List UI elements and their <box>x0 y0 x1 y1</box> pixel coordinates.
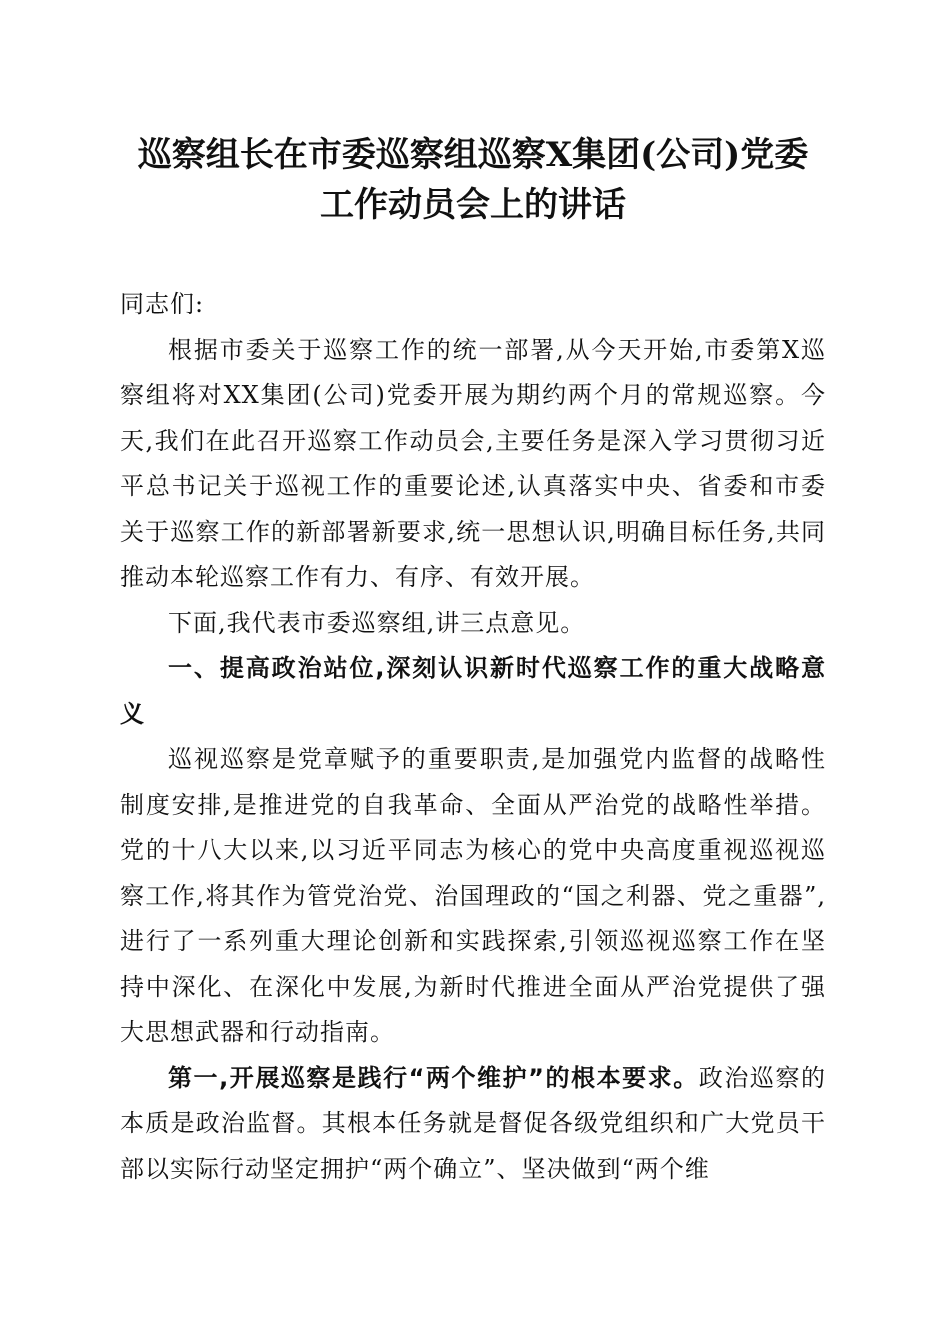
point-1-paragraph <box>120 1056 826 1193</box>
point-1-text: 政治巡察的本质是政治监督。其根本任务就是督促各级党组织和广大党员干部以实际行动坚定拥护“两个确立”、坚决做到“两个维 <box>120 1063 827 1183</box>
point-1-lead: 第一,开展巡察是践行“两个维护”的根本要求。 <box>168 1063 699 1092</box>
title-line-1: 巡察组长在市委巡察组巡察X集团(公司)党委 <box>137 135 809 175</box>
intro-paragraph: 根据市委关于巡察工作的统一部署,从今天开始,市委第X巡察组将对XX集团(公司)党委开展为期约两个月的常规巡察。今天,我们在此召开巡察工作动员会,主要任务是深入学习贯彻习近平总书记关于巡视工作的重要论述,认真落实中央、省委和市委关于巡察工作的新部署新要求,统一思想认识,明确目标任务,共同推动本轮巡察工作有力、有序、有效开展。 <box>120 335 826 591</box>
section-1-paragraph: 巡视巡察是党章赋予的重要职责,是加强党内监督的战略性制度安排,是推进党的自我革命、全面从严治党的战略性举措。党的十八大以来,以习近平同志为核心的党中央高度重视巡视巡察工作,将其作为管党治党、治国理政的“国之利器、党之重器”,进行了一系列重大理论创新和实践探索,引领巡视巡察工作在坚持中深化、在深化中发展,为新时代推进全面从严治党提供了强大思想武器和行动指南。 <box>120 745 826 1046</box>
document-page <box>120 130 826 1192</box>
outline-paragraph: 下面,我代表市委巡察组,讲三点意见。 <box>168 608 586 637</box>
document-title <box>120 130 826 230</box>
salutation: 同志们: <box>120 290 205 318</box>
section-heading-1: 一、提高政治站位,深刻认识新时代巡察工作的重大战略意义 <box>120 654 826 728</box>
title-line-2: 工作动员会上的讲话 <box>320 185 626 225</box>
